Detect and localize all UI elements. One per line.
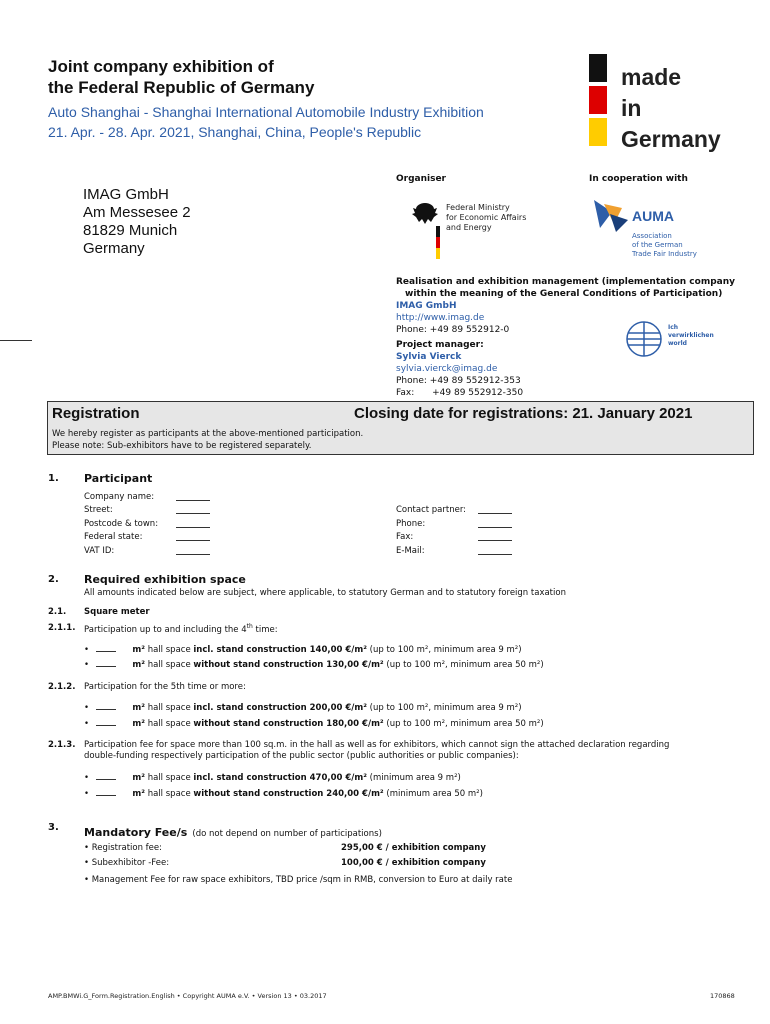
hall-space: hall space	[147, 719, 191, 729]
section-1-number: 1.	[48, 473, 59, 484]
footer-code: 170868	[710, 992, 735, 1000]
vat-id-field[interactable]	[176, 545, 210, 555]
section-2-number: 2.	[48, 574, 59, 585]
footer-copyright: AMP.BMWi.G_Form.Registration.English • Copyright AUMA e.V. • Version 13 • 03.2017	[48, 992, 327, 1000]
unit: m²	[132, 660, 146, 670]
price-bold: incl. stand construction 200,00 €/m²	[193, 703, 367, 713]
sqm-field[interactable]	[96, 716, 116, 726]
unit: m²	[132, 703, 146, 713]
ministry-line: and Energy	[446, 223, 492, 232]
unit: m²	[132, 645, 146, 655]
badge-line: world	[668, 340, 687, 347]
realisation-heading: Realisation and exhibition management (implementation company	[396, 277, 735, 287]
flag-red-bar	[589, 86, 607, 114]
document-title	[48, 56, 314, 98]
section-2-1-3-text	[84, 740, 754, 762]
ministry-name	[446, 203, 526, 233]
section-2-1-3-number: 2.1.3.	[48, 740, 76, 750]
price-note: (up to 100 m², minimum area 50 m²)	[386, 719, 544, 729]
badge-line: verwirklichen	[668, 332, 714, 339]
auma-logo-icon	[592, 198, 630, 234]
hall-space: hall space	[147, 645, 191, 655]
flag-gold-bar	[589, 118, 607, 146]
text-line: double-funding respectively participation of the public sector (public authorities or public companies):	[84, 751, 519, 761]
badge-text	[668, 324, 714, 348]
text-part: time:	[252, 624, 278, 635]
cooperation-label: In cooperation with	[589, 174, 688, 184]
ministry-line: Federal Ministry	[446, 203, 510, 212]
auma-line: Trade Fair Industry	[632, 250, 697, 258]
price-note: (up to 100 m², minimum area 9 m²)	[369, 645, 522, 655]
project-manager-email-link[interactable]: sylvia.vierck@imag.de	[396, 364, 498, 374]
section-2-1-1-text	[84, 623, 278, 635]
title-line-2: the Federal Republic of Germany	[48, 78, 315, 97]
address-line: 81829 Munich	[83, 222, 178, 239]
vat-id-label: VAT ID:	[84, 546, 115, 556]
organiser-label: Organiser	[396, 174, 446, 184]
title-line-1: Joint company exhibition of	[48, 57, 274, 76]
fax-label: Fax:	[396, 532, 414, 542]
space-option-row	[84, 700, 522, 713]
section-2-1-2-text: Participation for the 5th time or more:	[84, 682, 246, 692]
space-option-row	[84, 786, 483, 799]
event-name: Auto Shanghai - Shanghai International Automobile Industry Exhibition	[48, 104, 484, 120]
auma-line: Association	[632, 232, 672, 240]
section-2-1-number: 2.1.	[48, 607, 67, 617]
section-1-title: Participant	[84, 472, 153, 485]
section-2-title: Required exhibition space	[84, 573, 246, 586]
section-3-number: 3.	[48, 822, 59, 833]
unit: m²	[132, 789, 146, 799]
section-2-1-title: Square meter	[84, 607, 150, 617]
realisation-url-link[interactable]: http://www.imag.de	[396, 313, 485, 323]
price-note: (up to 100 m², minimum area 50 m²)	[386, 660, 544, 670]
registration-title: Registration	[52, 405, 140, 422]
address-line: Am Messesee 2	[83, 204, 191, 221]
phone-field[interactable]	[478, 518, 512, 528]
section-3-note: (do not depend on number of participations)	[192, 829, 382, 839]
space-option-row	[84, 657, 544, 670]
hall-space: hall space	[147, 703, 191, 713]
realisation-phone: Phone: +49 89 552912-0	[396, 325, 510, 335]
logo-germany: Germany	[621, 126, 721, 152]
closing-date: Closing date for registrations: 21. January 2021	[354, 405, 693, 422]
sqm-field[interactable]	[96, 642, 116, 652]
auma-tagline	[632, 232, 697, 259]
unit: m²	[132, 773, 146, 783]
sqm-field[interactable]	[96, 770, 116, 780]
realisation-company: IMAG GmbH	[396, 301, 457, 311]
text-part: Participation up to and including the 4	[84, 624, 247, 635]
sqm-field[interactable]	[96, 657, 116, 667]
project-manager-phone: Phone: +49 89 552912-353	[396, 376, 521, 386]
registration-line: Please note: Sub-exhibitors have to be registered separately.	[52, 441, 312, 451]
hall-space: hall space	[147, 773, 191, 783]
price-bold: without stand construction 180,00 €/m²	[193, 719, 384, 729]
federal-state-field[interactable]	[176, 531, 210, 541]
space-option-row	[84, 770, 461, 783]
sqm-field[interactable]	[96, 700, 116, 710]
contact-partner-label: Contact partner:	[396, 505, 467, 515]
section-3-heading	[84, 821, 382, 840]
logo-in: in	[621, 95, 642, 121]
registration-text	[52, 428, 363, 452]
bullet: •	[84, 660, 90, 670]
logo-wordmark	[621, 62, 721, 155]
price-note: (up to 100 m², minimum area 9 m²)	[369, 703, 522, 713]
text-line: Participation fee for space more than 100 sq.m. in the hall as well as for exhibitors, which cannot sign the attached declaration regarding	[84, 740, 670, 750]
section-2-1-2-number: 2.1.2.	[48, 682, 76, 692]
price-note: (minimum area 9 m²)	[369, 773, 461, 783]
flag-black-bar	[589, 54, 607, 82]
postcode-town-field[interactable]	[176, 518, 210, 528]
registration-fee-value: 295,00 € / exhibition company	[341, 843, 486, 853]
registration-fee-label: • Registration fee:	[84, 843, 162, 853]
superscript: th	[246, 623, 253, 630]
section-3-title: Mandatory Fee/s	[84, 826, 188, 839]
federal-state-label: Federal state:	[84, 532, 143, 542]
recipient-address	[83, 186, 191, 258]
subexhibitor-fee-label: • Subexhibitor -Fee:	[84, 858, 170, 868]
price-note: (minimum area 50 m²)	[386, 789, 483, 799]
bullet: •	[84, 789, 90, 799]
price-bold: without stand construction 240,00 €/m²	[193, 789, 384, 799]
postcode-town-label: Postcode & town:	[84, 519, 159, 529]
registration-line: We hereby register as participants at the above-mentioned participation.	[52, 429, 364, 439]
auma-line: of the German	[632, 241, 683, 249]
project-manager-fax	[396, 387, 756, 399]
project-manager-label: Project manager:	[396, 340, 484, 350]
street-label: Street:	[84, 505, 113, 515]
price-bold: without stand construction 130,00 €/m²	[193, 660, 384, 670]
logo-made: made	[621, 64, 682, 90]
project-manager-name: Sylvia Vierck	[396, 352, 462, 362]
badge-line: Ich	[668, 324, 679, 331]
federal-eagle-icon	[410, 200, 440, 260]
bullet: •	[84, 773, 90, 783]
event-dates: 21. Apr. - 28. Apr. 2021, Shanghai, China, People's Republic	[48, 124, 422, 140]
space-option-row	[84, 716, 544, 729]
hall-space: hall space	[147, 789, 191, 799]
company-name-field[interactable]	[176, 491, 210, 501]
fold-mark	[0, 340, 32, 341]
email-field[interactable]	[478, 545, 512, 555]
address-line: IMAG GmbH	[83, 186, 169, 203]
subexhibitor-fee-value: 100,00 € / exhibition company	[341, 858, 486, 868]
price-bold: incl. stand construction 470,00 €/m²	[193, 773, 367, 783]
address-line: Germany	[83, 240, 145, 257]
price-bold: incl. stand construction 140,00 €/m²	[193, 645, 367, 655]
hall-space: hall space	[147, 660, 191, 670]
fax-field[interactable]	[478, 531, 512, 541]
sqm-field[interactable]	[96, 786, 116, 796]
bullet: •	[84, 645, 90, 655]
space-option-row	[84, 642, 522, 655]
street-field[interactable]	[176, 504, 210, 514]
email-label: E-Mail:	[396, 546, 425, 556]
company-name-label: Company name:	[84, 492, 155, 502]
realisation-heading: within the meaning of the General Conditions of Participation)	[405, 289, 723, 299]
bullet: •	[84, 703, 90, 713]
tax-note: All amounts indicated below are subject, where applicable, to statutory German and to statutory foreign taxation	[84, 588, 566, 598]
auma-wordmark: AUMA	[632, 208, 674, 224]
phone-label: Phone:	[396, 519, 426, 529]
event-subtitle	[48, 102, 484, 142]
unit: m²	[132, 719, 146, 729]
fax-number: +49 89 552912-350	[432, 388, 524, 398]
bullet: •	[84, 719, 90, 729]
ministry-line: for Economic Affairs	[446, 213, 527, 222]
management-fee-text: • Management Fee for raw space exhibitors, TBD price /sqm in RMB, conversion to Euro at daily rate	[84, 875, 513, 885]
fax-label: Fax:	[396, 388, 415, 398]
section-2-1-1-number: 2.1.1.	[48, 623, 76, 633]
globe-badge-icon	[625, 321, 663, 357]
contact-partner-field[interactable]	[478, 504, 512, 514]
